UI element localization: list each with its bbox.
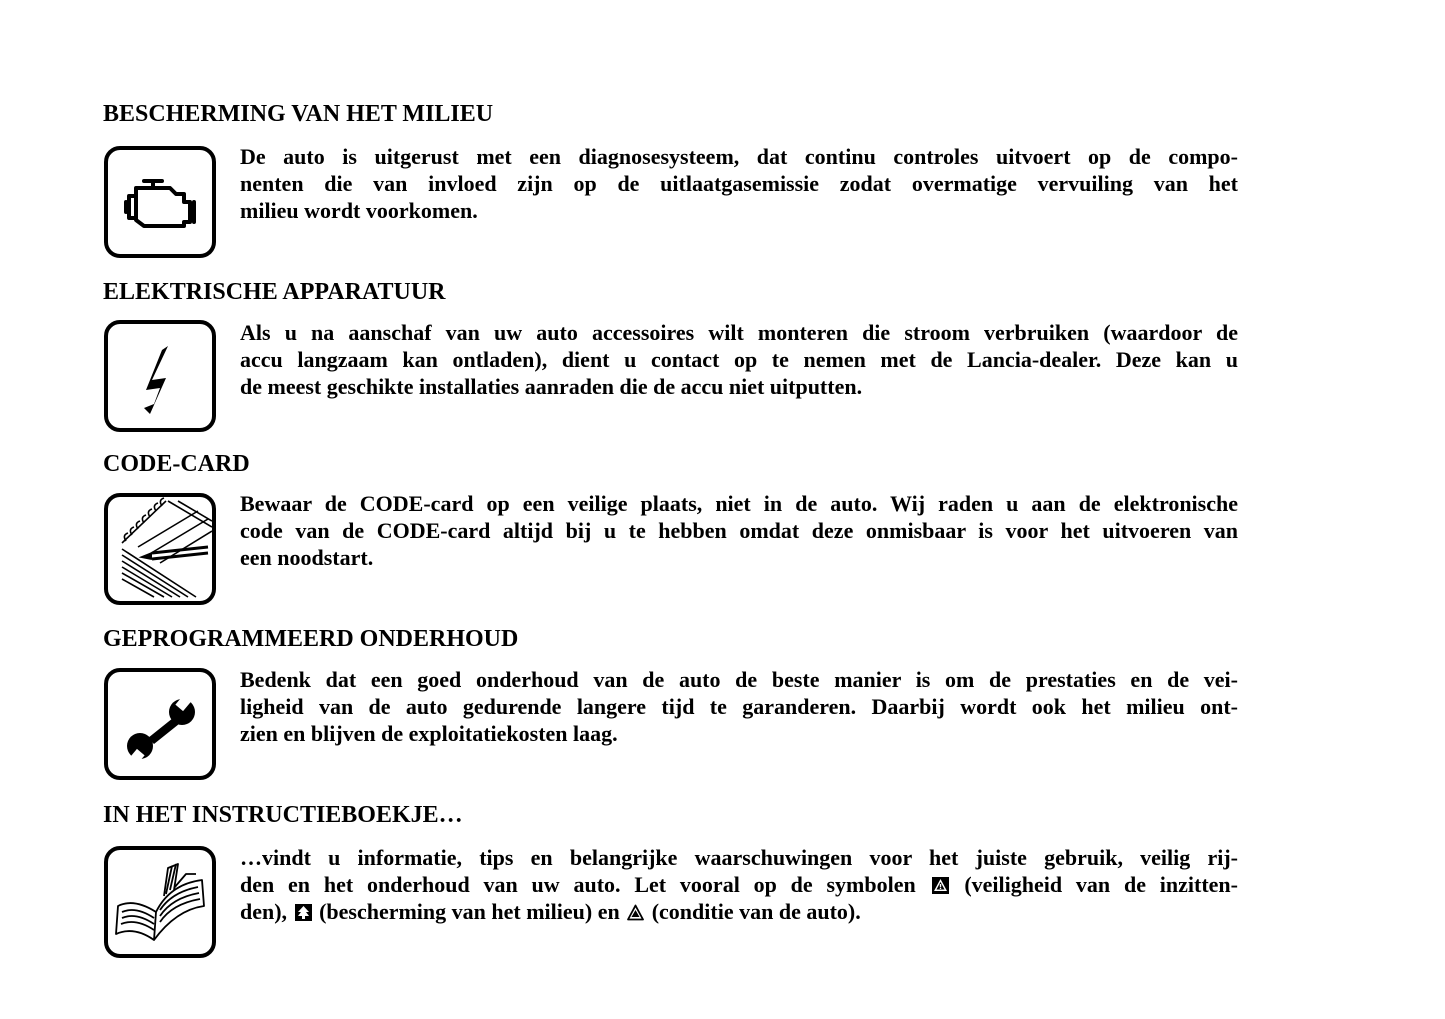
section-heading-elektrische-apparatuur: ELEKTRISCHE APPARATUUR xyxy=(103,279,446,305)
open-book-icon-box xyxy=(104,846,216,958)
text-line xyxy=(240,871,1238,898)
vehicle-condition-symbol-icon xyxy=(627,904,644,921)
open-book-icon xyxy=(108,850,212,954)
paragraph-code-card xyxy=(240,490,1238,571)
text-fragment: (conditie van de auto). xyxy=(651,899,861,924)
text-fragment: (veiligheid van de inzitten- xyxy=(964,872,1238,897)
text-line: De auto is uitgerust met een diagnosesysteem, dat continu controles uitvoert op de compo- xyxy=(240,144,1238,169)
text-line: ligheid van de auto gedurende langere tijd te garanderen. Daarbij wordt ook het milieu ont- xyxy=(240,694,1238,719)
paragraph-elektrische-apparatuur xyxy=(240,319,1238,400)
text-line xyxy=(240,898,1238,925)
lightning-icon-box xyxy=(104,320,216,432)
text-fragment: (bescherming van het milieu) en xyxy=(319,899,620,924)
section-heading-instructieboekje: IN HET INSTRUCTIEBOEKJE… xyxy=(103,802,463,828)
paragraph-geprogrammeerd-onderhoud xyxy=(240,666,1238,747)
text-line: Bedenk dat een goed onderhoud van de auto de beste manier is om de prestaties en de vei- xyxy=(240,667,1238,692)
notebook-pencil-icon xyxy=(108,497,212,601)
text-line: de meest geschikte installaties aanraden die de accu niet uitputten. xyxy=(240,374,863,399)
text-line: …vindt u informatie, tips en belangrijke waarschuwingen voor het juiste gebruik, veilig rij- xyxy=(240,845,1238,870)
wrench-icon-box xyxy=(104,668,216,780)
section-heading-geprogrammeerd-onderhoud: GEPROGRAMMEERD ONDERHOUD xyxy=(103,626,519,652)
safety-warning-symbol-icon xyxy=(932,877,949,894)
notebook-pencil-icon-box xyxy=(104,493,216,605)
text-line: Als u na aanschaf van uw auto accessoires wilt monteren die stroom verbruiken (waardoor de xyxy=(240,320,1238,345)
lightning-icon xyxy=(108,324,212,428)
wrench-icon xyxy=(108,672,212,776)
text-line: accu langzaam kan ontladen), dient u contact op te nemen met de Lancia-dealer. Deze kan u xyxy=(240,347,1238,372)
section-heading-bescherming-milieu: BESCHERMING VAN HET MILIEU xyxy=(103,101,494,127)
text-line: nenten die van invloed zijn op de uitlaatgasemissie zodat overmatige vervuiling van het xyxy=(240,171,1238,196)
engine-icon-box xyxy=(104,146,216,258)
text-fragment: den), xyxy=(240,899,288,924)
text-line: een noodstart. xyxy=(240,545,374,570)
text-line: milieu wordt voorkomen. xyxy=(240,198,478,223)
paragraph-instructieboekje xyxy=(240,844,1238,925)
paragraph-bescherming-milieu xyxy=(240,143,1238,224)
text-line: Bewaar de CODE-card op een veilige plaats, niet in de auto. Wij raden u aan de elektronische xyxy=(240,491,1238,516)
text-line: zien en blijven de exploitatiekosten laag. xyxy=(240,721,618,746)
text-line: code van de CODE-card altijd bij u te hebben omdat deze onmisbaar is voor het uitvoeren van xyxy=(240,518,1238,543)
engine-icon xyxy=(108,150,212,254)
text-fragment: den en het onderhoud van uw auto. Let vooral op de symbolen xyxy=(240,872,916,897)
section-heading-code-card: CODE-CARD xyxy=(103,451,250,477)
environment-symbol-icon xyxy=(295,904,312,921)
